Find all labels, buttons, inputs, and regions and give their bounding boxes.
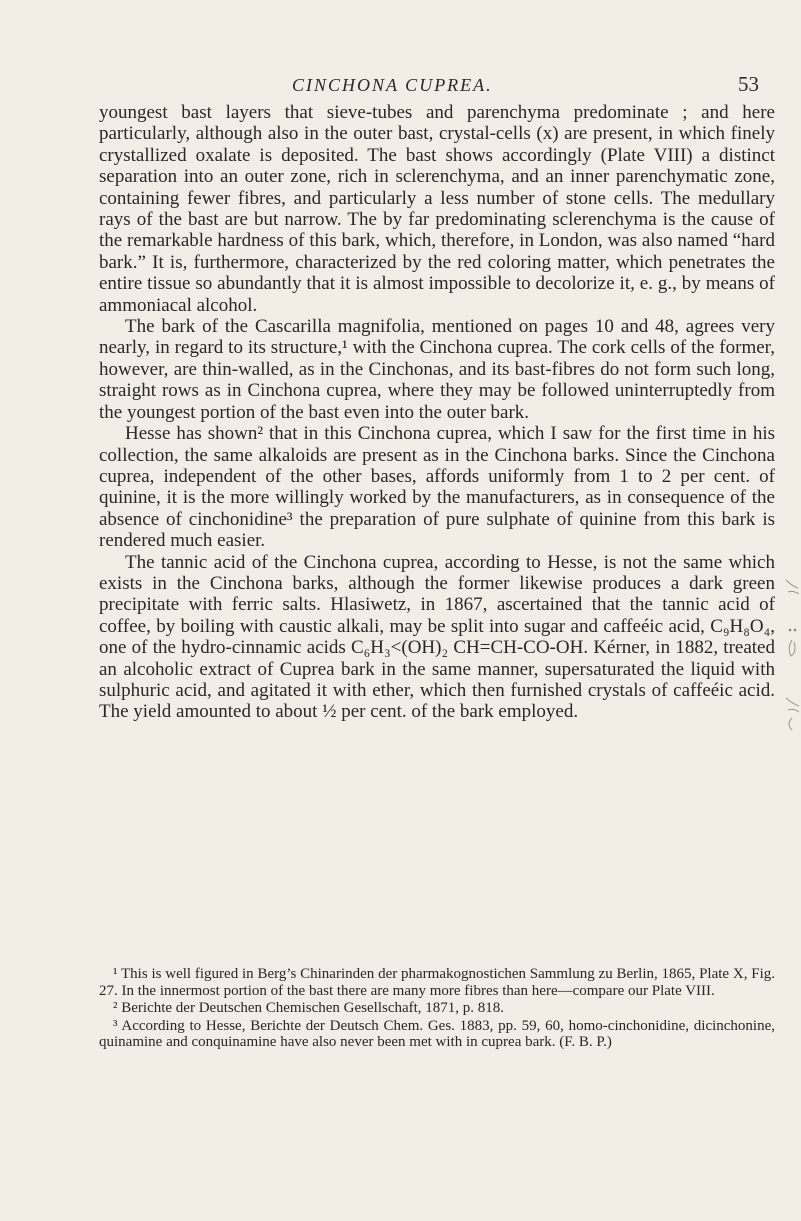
page-number: 53: [738, 72, 759, 96]
footnote: ² Berichte der Deutschen Chemischen Gesellschaft, 1871, p. 818.: [113, 1000, 505, 1016]
paragraph: The tannic acid of the Cinchona cuprea, according to Hesse, is not the same which exists in the Cinchona barks, although the former likewise produces a dark green precipitate with ferric salts. Hlasiwetz, in 1867, ascertained that the tannic acid of coffee, by boiling with caustic alkali, may be split into sugar and caffeéic acid, C₉H₈O₄, one of the hydro-cinnamic acids C₆H₃<(OH)₂ CH=CH-CO-OH. Kérner, in 1882, treated an alcoholic extract of Cuprea bark in the same manner, supersaturated the liquid with sulphuric acid, and agitated it with ether, which then furnished crystals of caffeéic acid. The yield amounted to about ½ per cent. of the bark employed.: [99, 551, 775, 723]
running-title: CINCHONA CUPREA.: [292, 75, 493, 95]
footnote: ³ According to Hesse, Berichte der Deutsch Chem. Ges. 1883, pp. 59, 60, homo-cinchonidine, dicinchonine, quinamine and conquinamine have also never been met with in cuprea bark. (F. B. P.): [99, 1017, 775, 1050]
body-text: [99, 102, 775, 723]
margin-pencil-marks: [782, 570, 801, 810]
page-header: [0, 62, 801, 102]
footnotes: [99, 966, 775, 1052]
footnote: ¹ This is well figured in Berg’s Chinarinden der pharmakognostichen Sammlung zu Berlin, 1865, Plate X, Fig. 27. In the innermost portion of the bast there are many more fibres than here—compare our Plate VIII.: [99, 966, 775, 999]
paragraph: youngest bast layers that sieve-tubes and parenchyma predominate ; and here particularly, although also in the outer bast, crystal-cells (x) are present, in which finely crystallized oxalate is deposited. The bast shows accordingly (Plate VIII) a distinct separation into an outer zone, rich in sclerenchyma, and an inner parenchymatic zone, containing fewer fibres, and particularly a less number of stone cells. The medullary rays of the bast are but narrow. The by far predominating sclerenchyma is the cause of the remarkable hardness of this bark, which, therefore, in London, was also named “hard bark.” It is, furthermore, characterized by the red coloring matter, which penetrates the entire tissue so abundantly that it is almost impossible to decolorize it, e. g., by means of ammoniacal alcohol.: [99, 102, 775, 316]
paragraph: The bark of the Cascarilla magnifolia, mentioned on pages 10 and 48, agrees very nearly, in regard to its structure,¹ with the Cinchona cuprea. The cork cells of the former, however, are thin-walled, as in the Cinchonas, and its bast-fibres do not form such long, straight rows as in Cinchona cuprea, where they may be followed uninterruptedly from the youngest portion of the bast even into the outer bark.: [99, 316, 775, 423]
pencil-mark-icon: [782, 570, 801, 810]
paragraph: Hesse has shown² that in this Cinchona cuprea, which I saw for the first time in his collection, the same alkaloids are present as in the Cinchona barks. Since the Cinchona cuprea, independent of the other bases, affords uniformly from 1 to 2 per cent. of quinine, it is the more willingly worked by the manufacturers, as in consequence of the absence of cinchonidine³ the preparation of pure sulphate of quinine from this bark is rendered much easier.: [99, 423, 775, 552]
